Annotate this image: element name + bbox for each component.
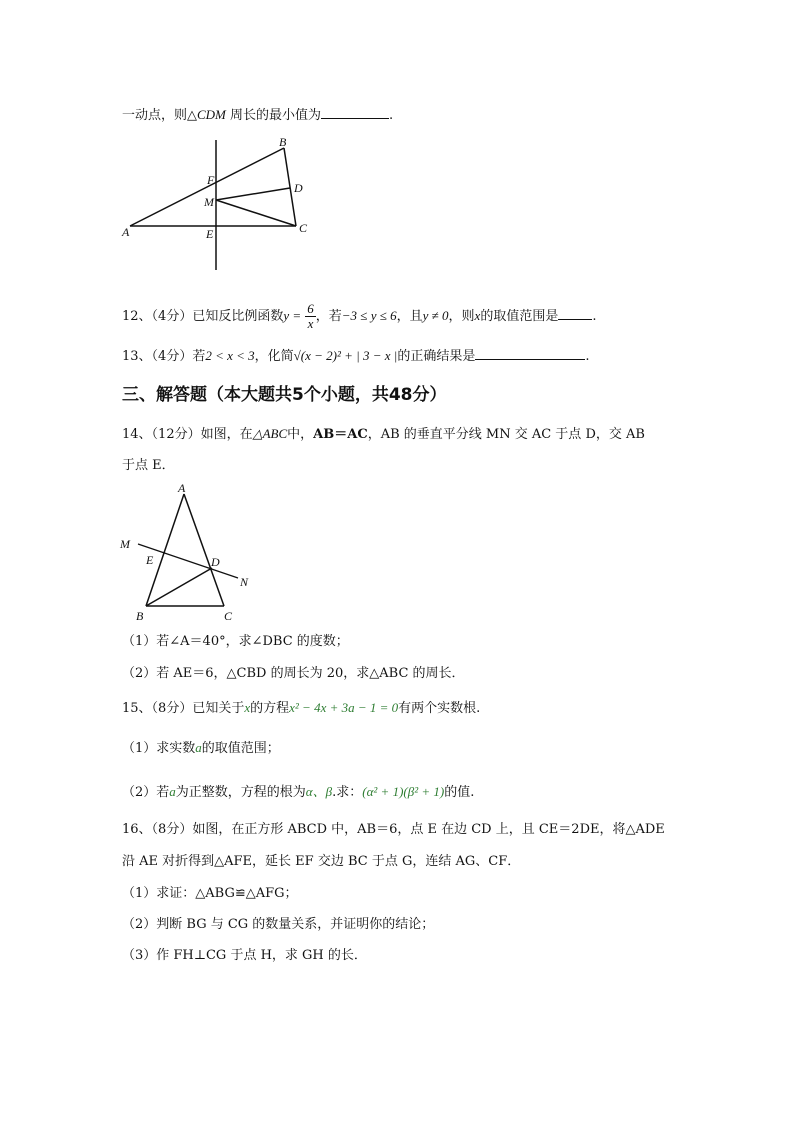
q14-line2: 于点 E． [122, 458, 175, 473]
q16-sub3: （3）作 FH⊥CG 于点 H，求 GH 的长． [122, 948, 367, 963]
q14-label-a: A [178, 481, 186, 495]
q16-sub1: （1）求证：△ABG≌△AFG； [122, 886, 298, 901]
q11-line-mc [216, 200, 296, 226]
q11-label-c: C [299, 221, 308, 235]
q14-line-bd [146, 568, 212, 606]
q14-label-n: N [240, 575, 249, 589]
section-title: 三、解答题（本大题共5个小题，共48分） [122, 385, 447, 405]
q14-figure [116, 480, 266, 628]
q11-label-e: E [206, 227, 214, 241]
q14-label-m: M [120, 537, 130, 551]
q16-sub2: （2）判断 BG 与 CG 的数量关系，并证明你的结论； [122, 917, 435, 932]
q15-sub2: （2）若a为正整数，方程的根为α、β.求：(α² + 1)(β² + 1)的值. [122, 784, 475, 800]
q14-label-d: D [211, 555, 220, 569]
q11-line: 一动点，则△CDM 周长的最小值为 . [122, 104, 393, 126]
q11-label-m: M [204, 195, 214, 209]
answer-blank-q12[interactable] [558, 305, 592, 320]
q12-fraction: $\frac{6}{x}$ [307, 301, 314, 331]
q14-line-ac [184, 494, 224, 606]
q16-line2: 沿 AE 对折得到△AFE，延长 EF 交边 BC 于点 G，连结 AG、CF． [122, 854, 521, 869]
q14-line1: 14、（12分）如图，在△ABC中，AB＝AC，AB 的垂直平分线 MN 交 AC 于点 D，交 AB [122, 426, 645, 442]
q13-line: 13、（4分）若2 < x < 3，化简√(x − 2)² + | 3 − x |的正确结果是 . [122, 345, 590, 367]
q11-line-md [216, 188, 290, 200]
q16-line1: 16、（8分）如图，在正方形 ABCD 中，AB＝6，点 E 在边 CD 上，且 CE＝2DE，将△ADE [122, 822, 665, 837]
q11-label-b: B [279, 135, 287, 149]
answer-blank-q13[interactable] [475, 345, 585, 360]
q14-label-c: C [224, 609, 233, 623]
q11-label-d: D [294, 181, 303, 195]
q11-figure [118, 134, 318, 276]
q14-label-e: E [146, 553, 154, 567]
q14-label-b: B [136, 609, 144, 623]
q14-line-ab [146, 494, 184, 606]
q14-sub2: （2）若 AE＝6，△CBD 的周长为 20，求△ABC 的周长． [122, 666, 465, 681]
q12-line: 12、（4分）已知反比例函数y = $\frac{6}{x}$ ，若−3 ≤ y ≤ 6，且y ≠ 0，则x的取值范围是 . [122, 301, 597, 331]
q11-label-f: F [207, 173, 215, 187]
q11-label-a: A [122, 225, 130, 239]
q15-line1: 15、（8分）已知关于x的方程x² − 4x + 3a − 1 = 0有两个实数根. [122, 700, 481, 716]
q15-sub1: （1）求实数a的取值范围； [122, 740, 280, 756]
q14-sub1: （1）若∠A＝40°，求∠DBC 的度数； [122, 634, 349, 649]
answer-blank-q11[interactable] [321, 104, 389, 119]
